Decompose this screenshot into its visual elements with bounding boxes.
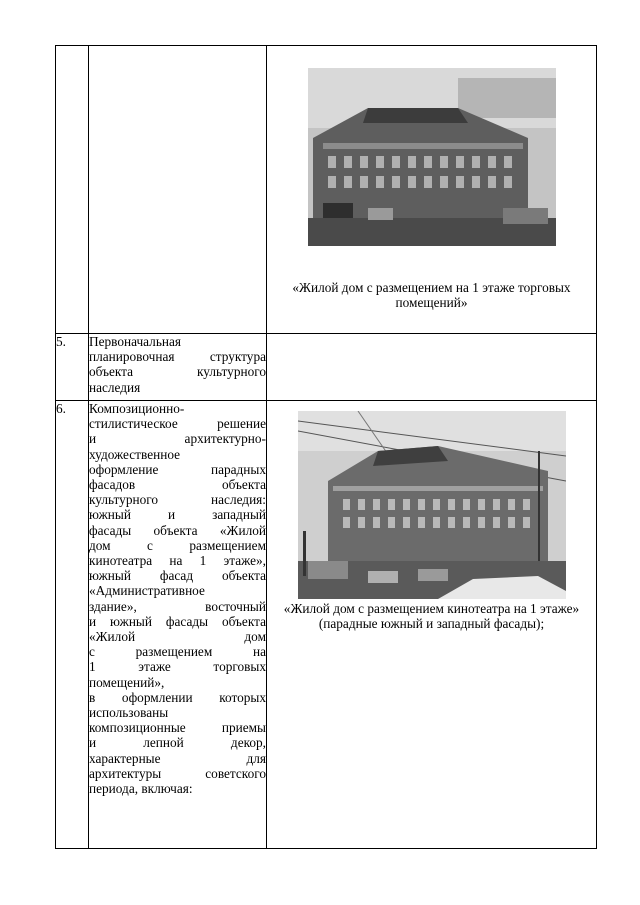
heritage-table xyxy=(55,45,597,849)
desc-line: культурного наследия: xyxy=(89,492,266,508)
desc-line: в оформлении которых xyxy=(89,689,266,705)
empty-cell xyxy=(267,334,597,401)
desc-line: дом с размещением xyxy=(89,537,266,553)
photo-cell xyxy=(267,46,597,334)
desc-line: 1 этаже торговых xyxy=(89,659,266,675)
desc-line: с размещением на xyxy=(89,644,266,660)
desc-line: объекта культурного xyxy=(89,364,266,380)
desc-line: южный и западный xyxy=(89,507,266,523)
desc-line: здание», восточный xyxy=(89,598,266,614)
desc-line: «Административное xyxy=(89,583,205,599)
desc-line: стилистическое решение xyxy=(89,416,266,432)
desc-line: архитектуры советского xyxy=(89,765,266,781)
desc-line: периода, включая: xyxy=(89,781,193,797)
desc-line: кинотеатра на 1 этаже», xyxy=(89,553,266,569)
desc-line: помещений», xyxy=(89,674,165,690)
desc-line: Первоначальная xyxy=(89,334,182,349)
photo-cell xyxy=(267,401,597,849)
desc-line: наследия xyxy=(89,379,141,395)
table-row xyxy=(56,46,597,334)
desc-line: оформление парадных xyxy=(89,461,266,477)
building-photo-2 xyxy=(298,411,566,599)
desc-line: использованы xyxy=(89,705,169,721)
desc-line: планировочная структура xyxy=(89,349,266,365)
desc-line: и архитектурно- xyxy=(89,431,266,447)
desc-line: характерные для xyxy=(89,750,266,766)
desc-line: и южный фасады объекта xyxy=(89,613,266,629)
desc-line: и лепной декор, xyxy=(89,735,266,751)
desc-line: композиционные приемы xyxy=(89,720,266,736)
photo-caption: «Жилой дом с размещением на 1 этаже торговых помещений» xyxy=(292,280,571,311)
desc-line: южный фасад объекта xyxy=(89,568,266,584)
table-row xyxy=(56,334,597,401)
row-number: 6. xyxy=(56,401,89,849)
desc-line: Композиционно- xyxy=(89,401,185,416)
row-number xyxy=(56,46,89,334)
row-description xyxy=(89,46,267,334)
row-description xyxy=(89,334,267,401)
desc-line: «Жилой дом xyxy=(89,629,266,645)
desc-line: фасадов объекта xyxy=(89,477,266,493)
row-description xyxy=(89,401,267,849)
photo-caption: «Жилой дом с размещением кинотеатра на 1 этаже» (парадные южный и западный фасады); xyxy=(283,601,580,632)
row-number: 5. xyxy=(56,334,89,401)
table-row xyxy=(56,401,597,849)
desc-line: художественное xyxy=(89,446,181,462)
desc-line: фасады объекта «Жилой xyxy=(89,522,266,538)
building-photo-1 xyxy=(308,68,556,246)
